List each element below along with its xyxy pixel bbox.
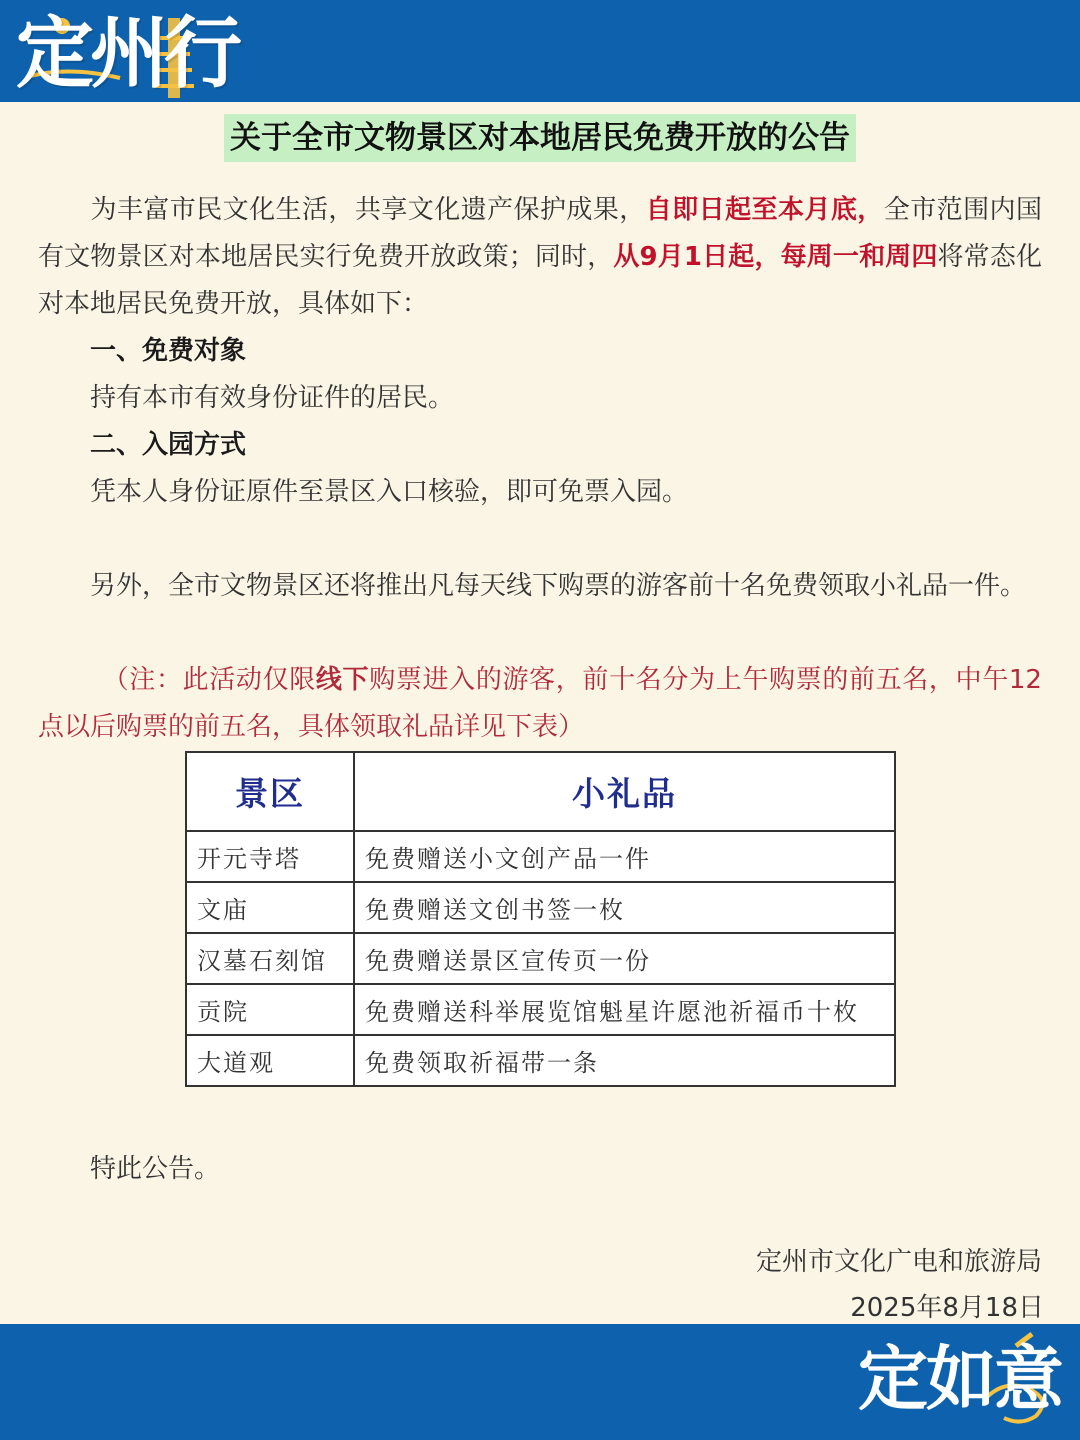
logo-text: 定州行 — [16, 8, 239, 99]
header-gift: 小礼品 — [354, 752, 895, 831]
closing-text: 特此公告。 — [90, 1154, 221, 1184]
note-bold: 线下 — [315, 665, 370, 695]
date: 2025年8月18日 — [850, 1293, 1044, 1323]
table-row — [186, 933, 895, 984]
intro-part2: 全市范围内国有文物景区对本地居民实行免费开放政策；同时， — [38, 195, 1042, 272]
scenic-area-cell: 文庙 — [186, 882, 354, 933]
table-header-row — [186, 752, 895, 831]
note-part1: （注：此活动仅限 — [102, 665, 316, 695]
note-part2: 购票进入的游客，前十名分为上午购票的前五名，中午12点以后购票的前五名，具体领取礼品详见下表） — [38, 665, 1042, 742]
intro-part3: 将常态化对本地居民免费开放，具体如下： — [38, 242, 1042, 319]
section1-text: 持有本市有效身份证件的居民。 — [90, 383, 455, 413]
intro-paragraph — [38, 187, 1042, 328]
scenic-area-cell: 开元寺塔 — [186, 831, 354, 882]
scenic-area-cell: 贡院 — [186, 984, 354, 1035]
table-row — [186, 984, 895, 1035]
footer-bar — [0, 1324, 1080, 1440]
section1-heading: 一、免费对象 — [90, 336, 247, 366]
gift-table — [185, 751, 896, 1087]
header-bar — [0, 0, 1080, 102]
section2-text: 凭本人身份证原件至景区入口核验，即可免票入园。 — [90, 477, 689, 507]
gift-cell: 免费赠送小文创产品一件 — [354, 831, 895, 882]
signature: 定州市文化广电和旅游局 — [755, 1247, 1042, 1277]
dingruyi-logo — [836, 1328, 1076, 1436]
gift-cell: 免费领取祈福带一条 — [354, 1035, 895, 1086]
note-paragraph — [38, 657, 1042, 751]
intro-highlight1: 自即日起至本月底， — [645, 195, 884, 225]
title-wrapper — [0, 114, 1080, 162]
scenic-area-cell: 大道观 — [186, 1035, 354, 1086]
table-row — [186, 831, 895, 882]
scenic-area-cell: 汉墓石刻馆 — [186, 933, 354, 984]
gift-cell: 免费赠送文创书签一枚 — [354, 882, 895, 933]
extra-paragraph — [38, 563, 1042, 610]
section2-heading: 二、入园方式 — [90, 430, 247, 460]
extra-text: 另外，全市文物景区还将推出凡每天线下购票的游客前十名免费领取小礼品一件。 — [90, 571, 1027, 601]
gift-cell: 免费赠送科举展览馆魁星许愿池祈福币十枚 — [354, 984, 895, 1035]
dingzhou-xing-logo — [10, 6, 260, 102]
header-scenic-area: 景区 — [186, 752, 354, 831]
table-row — [186, 882, 895, 933]
intro-part1: 为丰富市民文化生活，共享文化遗产保护成果， — [90, 195, 646, 225]
gift-cell: 免费赠送景区宣传页一份 — [354, 933, 895, 984]
notice-title: 关于全市文物景区对本地居民免费开放的公告 — [224, 114, 856, 162]
logo-text: 定如意 — [858, 1337, 1062, 1420]
table-row — [186, 1035, 895, 1086]
intro-highlight2: 从9月1日起，每周一和周四 — [613, 242, 938, 272]
